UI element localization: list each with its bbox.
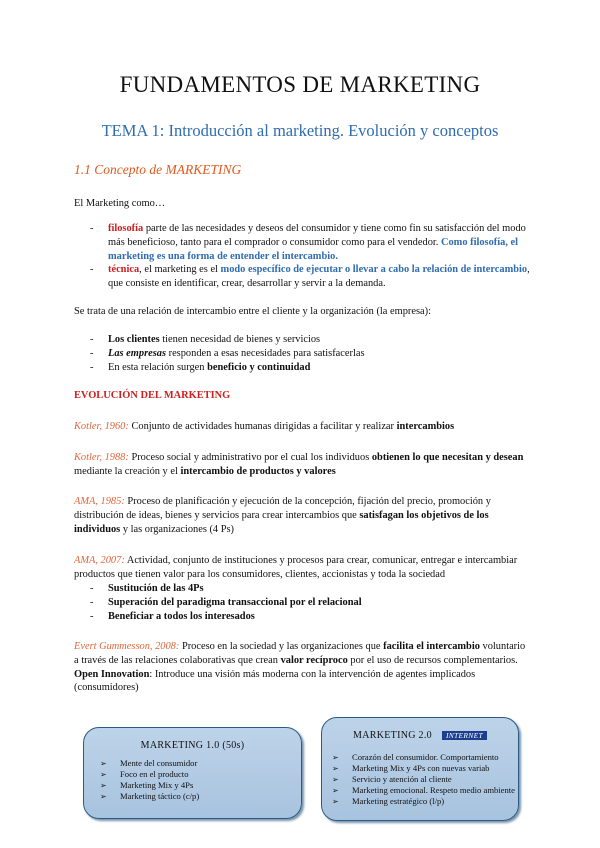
section-heading: 1.1 Concepto de MARKETING [74, 162, 242, 177]
arrow-bullet-icon: ➢ [332, 764, 339, 773]
list-item: ➢ Marketing táctico (c/p) [100, 791, 200, 801]
topic-subtitle: TEMA 1: Introducción al marketing. Evolución y conceptos [101, 121, 499, 140]
box-title: MARKETING 1.0 (50s) [140, 740, 245, 751]
list-item: ➢ Corazón del consumidor. Comportamiento [332, 752, 499, 762]
list-item: - filosofía parte de las necesidades y deseos del consumidor y tiene como fin su satisfacción del modo más beneficioso, tanto para el comprador o consumidor como para el vendedor. Como filosofía, el marketing es una forma de entender el intercambio. [90, 223, 526, 262]
internet-tag: INTERNET [442, 731, 487, 740]
arrow-bullet-icon: ➢ [332, 753, 339, 762]
list-item: - Los clientes tienen necesidad de bienes y servicios [90, 334, 321, 345]
exchange-intro: Se trata de una relación de intercambio entre el cliente y la organización (la empresa): [74, 306, 431, 317]
arrow-bullet-icon: ➢ [332, 786, 339, 795]
list-item: ➢ Foco en el producto [100, 769, 189, 779]
definition-ama-2007: AMA, 2007: Actividad, conjunto de instituciones y procesos para crear, comunicar, entregar e intercambiar productos que tienen valor para los consumidores, clientes, accionistas y toda la sociedad [74, 555, 518, 580]
list-item: - Beneficiar a todos los interesados [90, 610, 255, 622]
intro-text: El Marketing como… [74, 198, 166, 209]
list-item: ➢ Marketing Mix y 4Ps [100, 780, 194, 790]
arrow-bullet-icon: ➢ [100, 792, 107, 801]
concept-list [74, 222, 530, 291]
list-item: ➢ Servicio y atención al cliente [332, 774, 452, 784]
arrow-bullet-icon: ➢ [100, 781, 107, 790]
arrow-bullet-icon: ➢ [100, 759, 107, 768]
document-title: FUNDAMENTOS DE MARKETING [119, 72, 481, 97]
definition-kotler-1960: Kotler, 1960: Conjunto de actividades humanas dirigidas a facilitar y realizar intercambios [74, 421, 455, 432]
list-item: - En esta relación surgen beneficio y continuidad [90, 361, 311, 373]
list-item: - Superación del paradigma transaccional por el relacional [90, 596, 362, 608]
exchange-list [74, 333, 530, 374]
list-item: - Las empresas responden a esas necesidades para satisfacerlas [90, 347, 365, 359]
definition-gummesson: Evert Gummesson, 2008: Proceso en la sociedad y las organizaciones que facilita el intercambio voluntario a través de las relaciones colaborativas que crean valor recíproco por el uso de recursos complementarios. Open Innovation: Introduce una visión más moderna con la intervención de agentes implicados (consumidores) [74, 641, 526, 694]
definition-ama-1985: AMA, 1985: Proceso de planificación y ejecución de la concepción, fijación del precio, promoción y distribución de ideas, bienes y servicios para crear intercambios que satisfagan los objetivos de los individuos y las organizaciones (4 Ps) [74, 496, 491, 535]
box-title: MARKETING 2.0 INTERNET [322, 730, 518, 741]
evolution-heading: EVOLUCIÓN DEL MARKETING [74, 390, 231, 401]
arrow-bullet-icon: ➢ [100, 770, 107, 779]
list-item: ➢ Marketing estratégico (l/p) [332, 796, 445, 806]
definition-kotler-1988: Kotler, 1988: Proceso social y administrativo por el cual los individuos obtienen lo que necesitan y desean mediante la creación y el intercambio de productos y valores [74, 452, 524, 477]
list-item: ➢ Marketing Mix y 4Ps con nuevas variab [332, 763, 490, 773]
list-item: ➢ Mente del consumidor [100, 758, 198, 768]
arrow-bullet-icon: ➢ [332, 797, 339, 806]
arrow-bullet-icon: ➢ [332, 775, 339, 784]
list-item: - técnica, el marketing es el modo específico de ejecutar o llevar a cabo la relación de intercambio, que consiste en identificar, crear, desarrollar y servir a la demanda. [90, 264, 530, 290]
ama-2007-list [74, 582, 530, 623]
list-item: ➢ Marketing emocional. Respeto medio ambiente [332, 785, 515, 795]
list-item: - Sustitución de las 4Ps [90, 583, 204, 594]
marketing-1-0-box [83, 727, 302, 819]
box-list [94, 758, 199, 802]
marketing-2-0-box [321, 717, 519, 821]
box-list [326, 752, 515, 807]
